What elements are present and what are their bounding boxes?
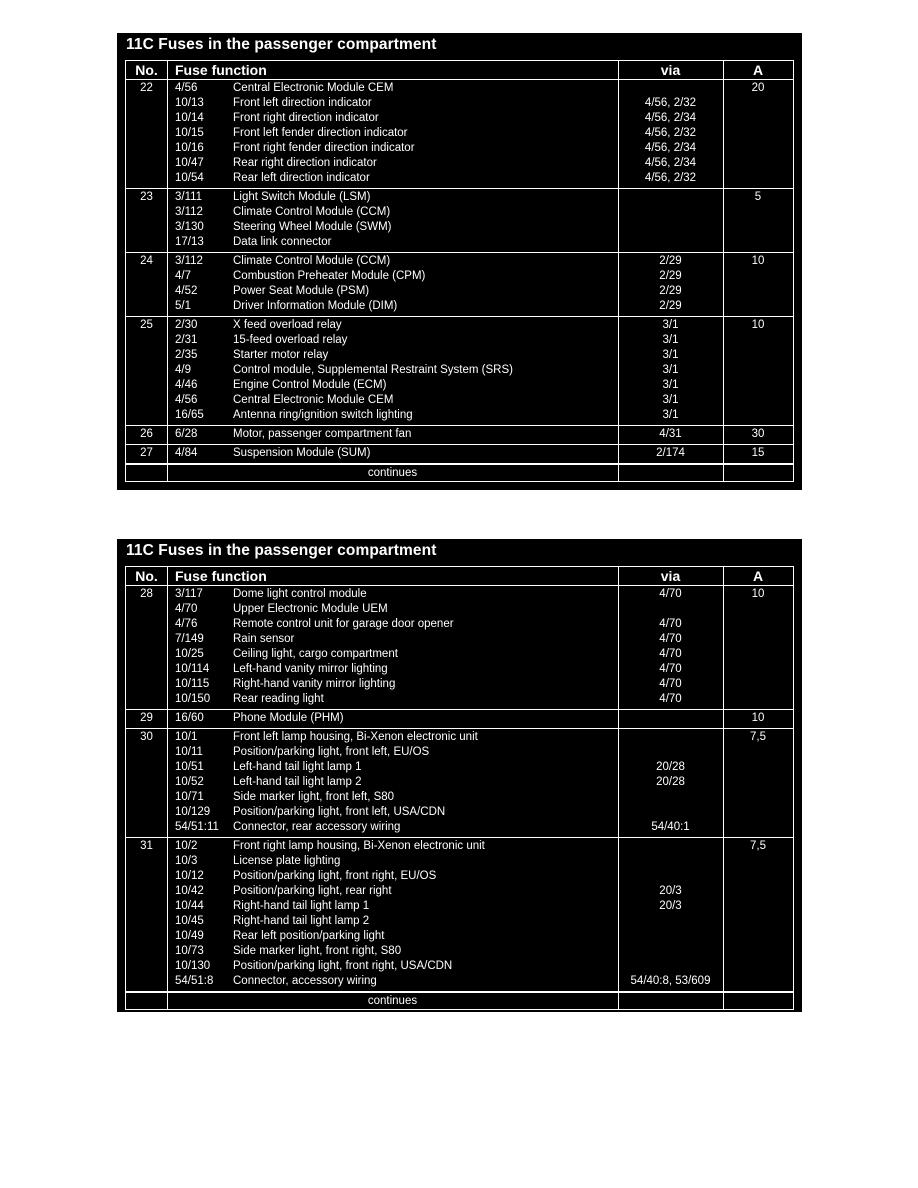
via-value: 3/1 [662, 379, 679, 391]
via-value [618, 220, 723, 235]
component-code: 2/31 [175, 334, 198, 346]
component-description: Side marker light, front right, S80 [233, 945, 402, 957]
fuse-group [126, 80, 793, 189]
component-description: Control module, Supplemental Restraint System (SRS) [233, 364, 513, 376]
component-description: Left-hand tail light lamp 2 [233, 776, 362, 788]
table-header [126, 567, 793, 586]
table-row [126, 348, 793, 363]
via-value [618, 790, 723, 805]
header-via: via [660, 568, 681, 584]
table-row [126, 730, 793, 745]
component-description: Steering Wheel Module (SWM) [233, 221, 392, 233]
table-row [126, 587, 793, 602]
component-code: 54/51:8 [175, 975, 214, 987]
fuse-group [126, 445, 793, 464]
fuse-group [126, 317, 793, 426]
table-row [126, 156, 793, 171]
component-description: Connector, accessory wiring [233, 975, 377, 987]
via-value: 20/3 [659, 885, 682, 897]
via-value: 4/56, 2/32 [644, 172, 697, 184]
component-description: Rain sensor [233, 633, 295, 645]
via-value: 2/174 [656, 447, 685, 459]
table-row [126, 81, 793, 96]
component-description: Front right fender direction indicator [233, 142, 415, 154]
via-value [618, 711, 723, 726]
fuse-number: 29 [140, 712, 153, 724]
table-row [126, 617, 793, 632]
table-row [126, 711, 793, 726]
table-row [126, 805, 793, 820]
component-code: 10/15 [175, 127, 204, 139]
component-code: 10/130 [175, 960, 211, 972]
table-row [126, 363, 793, 378]
component-description: Position/parking light, rear right [233, 885, 392, 897]
via-value [618, 929, 723, 944]
component-code: 4/52 [175, 285, 198, 297]
via-value: 2/29 [659, 255, 682, 267]
component-description: Ceiling light, cargo compartment [233, 648, 398, 660]
table-row [126, 692, 793, 707]
via-value: 4/70 [659, 633, 682, 645]
table-row [126, 427, 793, 442]
via-value: 3/1 [662, 409, 679, 421]
component-code: 10/16 [175, 142, 204, 154]
table-row [126, 141, 793, 156]
component-description: Motor, passenger compartment fan [233, 428, 412, 440]
component-code: 10/1 [175, 731, 198, 743]
table-row [126, 299, 793, 314]
component-description: Suspension Module (SUM) [233, 447, 371, 459]
continues-label: continues [367, 467, 418, 479]
table-row [126, 235, 793, 250]
component-code: 10/71 [175, 791, 204, 803]
via-value: 4/56, 2/32 [644, 97, 697, 109]
fuse-group [126, 586, 793, 710]
table-row [126, 869, 793, 884]
component-description: 15-feed overload relay [233, 334, 348, 346]
component-code: 10/129 [175, 806, 211, 818]
table-row [126, 790, 793, 805]
via-value: 4/70 [659, 618, 682, 630]
component-code: 16/60 [175, 712, 204, 724]
header-fuse-function: Fuse function [175, 62, 267, 78]
component-description: Starter motor relay [233, 349, 329, 361]
via-value: 2/29 [659, 270, 682, 282]
via-value: 20/28 [656, 761, 685, 773]
component-code: 54/51:11 [175, 821, 219, 833]
header-amperage: A [752, 62, 764, 78]
table-row [126, 914, 793, 929]
fuse-number: 23 [140, 191, 153, 203]
fuse-number: 26 [140, 428, 153, 440]
component-description: Position/parking light, front left, EU/OS [233, 746, 430, 758]
component-code: 4/84 [175, 447, 198, 459]
component-code: 4/70 [175, 603, 198, 615]
component-description: X feed overload relay [233, 319, 342, 331]
component-description: Right-hand vanity mirror lighting [233, 678, 396, 690]
table-row [126, 745, 793, 760]
component-code: 10/12 [175, 870, 204, 882]
table-header [126, 61, 793, 80]
component-code: 4/76 [175, 618, 198, 630]
via-value [618, 869, 723, 884]
via-value: 20/3 [659, 900, 682, 912]
component-code: 10/49 [175, 930, 204, 942]
component-code: 10/47 [175, 157, 204, 169]
component-code: 4/9 [175, 364, 191, 376]
via-value: 4/56, 2/32 [644, 127, 697, 139]
component-description: Position/parking light, front right, USA/CDN [233, 960, 453, 972]
table-row [126, 284, 793, 299]
fuse-number: 30 [140, 731, 153, 743]
via-value: 4/56, 2/34 [644, 142, 697, 154]
component-code: 10/73 [175, 945, 204, 957]
table-row [126, 820, 793, 835]
via-value: 4/70 [659, 588, 682, 600]
component-code: 5/1 [175, 300, 191, 312]
via-value [618, 959, 723, 974]
fuse-amperage: 10 [751, 255, 765, 267]
component-code: 3/112 [175, 206, 203, 218]
component-description: Power Seat Module (PSM) [233, 285, 370, 297]
component-description: Front left lamp housing, Bi-Xenon electronic unit [233, 731, 478, 743]
component-code: 10/115 [175, 678, 210, 690]
continues-label: continues [367, 995, 418, 1007]
table-row [126, 393, 793, 408]
component-code: 7/149 [175, 633, 204, 645]
component-code: 4/7 [175, 270, 191, 282]
component-description: Connector, rear accessory wiring [233, 821, 401, 833]
component-code: 10/52 [175, 776, 204, 788]
via-value: 20/28 [656, 776, 685, 788]
via-value: 4/70 [659, 663, 682, 675]
table-row [126, 446, 793, 461]
component-code: 10/14 [175, 112, 204, 124]
component-description: Light Switch Module (LSM) [233, 191, 371, 203]
component-code: 2/35 [175, 349, 198, 361]
fuse-panel-2 [117, 539, 802, 1012]
continues-row [126, 992, 793, 1009]
component-code: 10/3 [175, 855, 198, 867]
table-row [126, 974, 793, 989]
continues-row [126, 464, 793, 481]
fuse-number: 25 [140, 319, 153, 331]
table-row [126, 318, 793, 333]
component-description: Front right direction indicator [233, 112, 379, 124]
component-code: 16/65 [175, 409, 204, 421]
table-row [126, 408, 793, 423]
component-code: 10/44 [175, 900, 204, 912]
fuse-number: 31 [140, 840, 153, 852]
component-code: 4/56 [175, 394, 198, 406]
table-row [126, 662, 793, 677]
component-description: Driver Information Module (DIM) [233, 300, 398, 312]
fuse-panel-1 [117, 33, 802, 490]
header-fuse-function: Fuse function [175, 568, 267, 584]
component-code: 10/45 [175, 915, 204, 927]
component-code: 4/46 [175, 379, 198, 391]
table-row [126, 944, 793, 959]
component-description: Antenna ring/ignition switch lighting [233, 409, 413, 421]
component-code: 3/130 [175, 221, 204, 233]
fuse-group [126, 189, 793, 253]
via-value [618, 944, 723, 959]
fuse-number: 28 [140, 588, 153, 600]
fuse-group [126, 838, 793, 992]
fuse-amperage: 5 [754, 191, 762, 203]
component-description: Position/parking light, front right, EU/OS [233, 870, 437, 882]
via-value: 3/1 [662, 364, 679, 376]
component-code: 10/13 [175, 97, 204, 109]
table-row [126, 378, 793, 393]
via-value: 4/56, 2/34 [644, 112, 697, 124]
table-row [126, 677, 793, 692]
component-description: Rear right direction indicator [233, 157, 377, 169]
table-row [126, 899, 793, 914]
table-row [126, 333, 793, 348]
via-value [618, 805, 723, 820]
via-value: 3/1 [662, 319, 679, 331]
fuse-amperage: 10 [751, 712, 765, 724]
table-row [126, 254, 793, 269]
via-value [618, 602, 723, 617]
table-row [126, 190, 793, 205]
fuse-number: 27 [140, 447, 153, 459]
fuse-table [125, 566, 794, 1010]
via-value: 4/70 [659, 693, 682, 705]
fuse-group [126, 729, 793, 838]
component-code: 10/11 [175, 746, 203, 758]
table-row [126, 929, 793, 944]
component-description: Rear reading light [233, 693, 324, 705]
table-row [126, 647, 793, 662]
via-value: 54/40:8, 53/609 [630, 975, 711, 987]
fuse-group [126, 426, 793, 445]
component-description: Side marker light, front left, S80 [233, 791, 395, 803]
component-code: 2/30 [175, 319, 198, 331]
component-description: Data link connector [233, 236, 332, 248]
component-code: 3/111 [175, 191, 203, 203]
component-description: Front left fender direction indicator [233, 127, 408, 139]
component-code: 10/25 [175, 648, 204, 660]
component-description: Rear left direction indicator [233, 172, 370, 184]
table-row [126, 126, 793, 141]
header-no: No. [135, 62, 158, 78]
fuse-amperage: 20 [751, 82, 765, 94]
component-description: Right-hand tail light lamp 2 [233, 915, 370, 927]
component-description: Central Electronic Module CEM [233, 394, 394, 406]
component-description: Position/parking light, front left, USA/CDN [233, 806, 446, 818]
table-title: 11C Fuses in the passenger compartment [126, 542, 437, 559]
component-description: Rear left position/parking light [233, 930, 385, 942]
table-row [126, 959, 793, 974]
fuse-amperage: 10 [751, 588, 765, 600]
via-value: 3/1 [662, 334, 679, 346]
header-no: No. [135, 568, 158, 584]
component-description: Right-hand tail light lamp 1 [233, 900, 370, 912]
table-row [126, 171, 793, 186]
component-description: License plate lighting [233, 855, 341, 867]
via-value [618, 745, 723, 760]
via-value: 2/29 [659, 285, 682, 297]
component-code: 6/28 [175, 428, 198, 440]
component-description: Climate Control Module (CCM) [233, 255, 391, 267]
via-value [618, 190, 723, 205]
fuse-number: 22 [140, 82, 153, 94]
table-title: 11C Fuses in the passenger compartment [126, 36, 437, 53]
fuse-number: 24 [140, 255, 153, 267]
via-value [618, 81, 723, 96]
table-row [126, 269, 793, 284]
via-value: 4/70 [659, 648, 682, 660]
via-value [618, 730, 723, 745]
via-value: 54/40:1 [651, 821, 690, 833]
component-code: 10/42 [175, 885, 204, 897]
component-description: Combustion Preheater Module (CPM) [233, 270, 426, 282]
component-code: 10/51 [175, 761, 204, 773]
via-value: 4/56, 2/34 [644, 157, 697, 169]
component-code: 3/117 [175, 588, 203, 600]
component-code: 10/150 [175, 693, 211, 705]
table-row [126, 96, 793, 111]
fuse-amperage: 15 [751, 447, 765, 459]
via-value: 2/29 [659, 300, 682, 312]
via-value [618, 854, 723, 869]
table-row [126, 839, 793, 854]
fuse-group [126, 253, 793, 317]
component-code: 17/13 [175, 236, 204, 248]
table-row [126, 220, 793, 235]
fuse-table [125, 60, 794, 482]
component-description: Front left direction indicator [233, 97, 372, 109]
component-description: Climate Control Module (CCM) [233, 206, 391, 218]
fuse-amperage: 10 [751, 319, 765, 331]
table-row [126, 854, 793, 869]
component-code: 4/56 [175, 82, 198, 94]
component-description: Dome light control module [233, 588, 367, 600]
fuse-group [126, 710, 793, 729]
via-value: 3/1 [662, 394, 679, 406]
via-value: 4/70 [659, 678, 682, 690]
table-row [126, 775, 793, 790]
component-code: 10/54 [175, 172, 204, 184]
table-row [126, 602, 793, 617]
via-value [618, 235, 723, 250]
via-value: 3/1 [662, 349, 679, 361]
via-value [618, 205, 723, 220]
component-code: 3/112 [175, 255, 203, 267]
component-description: Central Electronic Module CEM [233, 82, 394, 94]
header-amperage: A [752, 568, 764, 584]
component-description: Remote control unit for garage door opener [233, 618, 454, 630]
table-row [126, 760, 793, 775]
header-via: via [660, 62, 681, 78]
component-description: Engine Control Module (ECM) [233, 379, 387, 391]
table-row [126, 884, 793, 899]
fuse-amperage: 30 [751, 428, 765, 440]
component-code: 10/2 [175, 840, 198, 852]
component-description: Left-hand vanity mirror lighting [233, 663, 388, 675]
component-code: 10/114 [175, 663, 210, 675]
component-description: Upper Electronic Module UEM [233, 603, 388, 615]
table-row [126, 205, 793, 220]
via-value [618, 914, 723, 929]
component-description: Left-hand tail light lamp 1 [233, 761, 362, 773]
table-row [126, 632, 793, 647]
via-value: 4/31 [659, 428, 682, 440]
fuse-amperage: 7,5 [750, 731, 766, 743]
fuse-amperage: 7,5 [750, 840, 766, 852]
component-description: Front right lamp housing, Bi-Xenon electronic unit [233, 840, 485, 852]
table-row [126, 111, 793, 126]
via-value [618, 839, 723, 854]
component-description: Phone Module (PHM) [233, 712, 344, 724]
